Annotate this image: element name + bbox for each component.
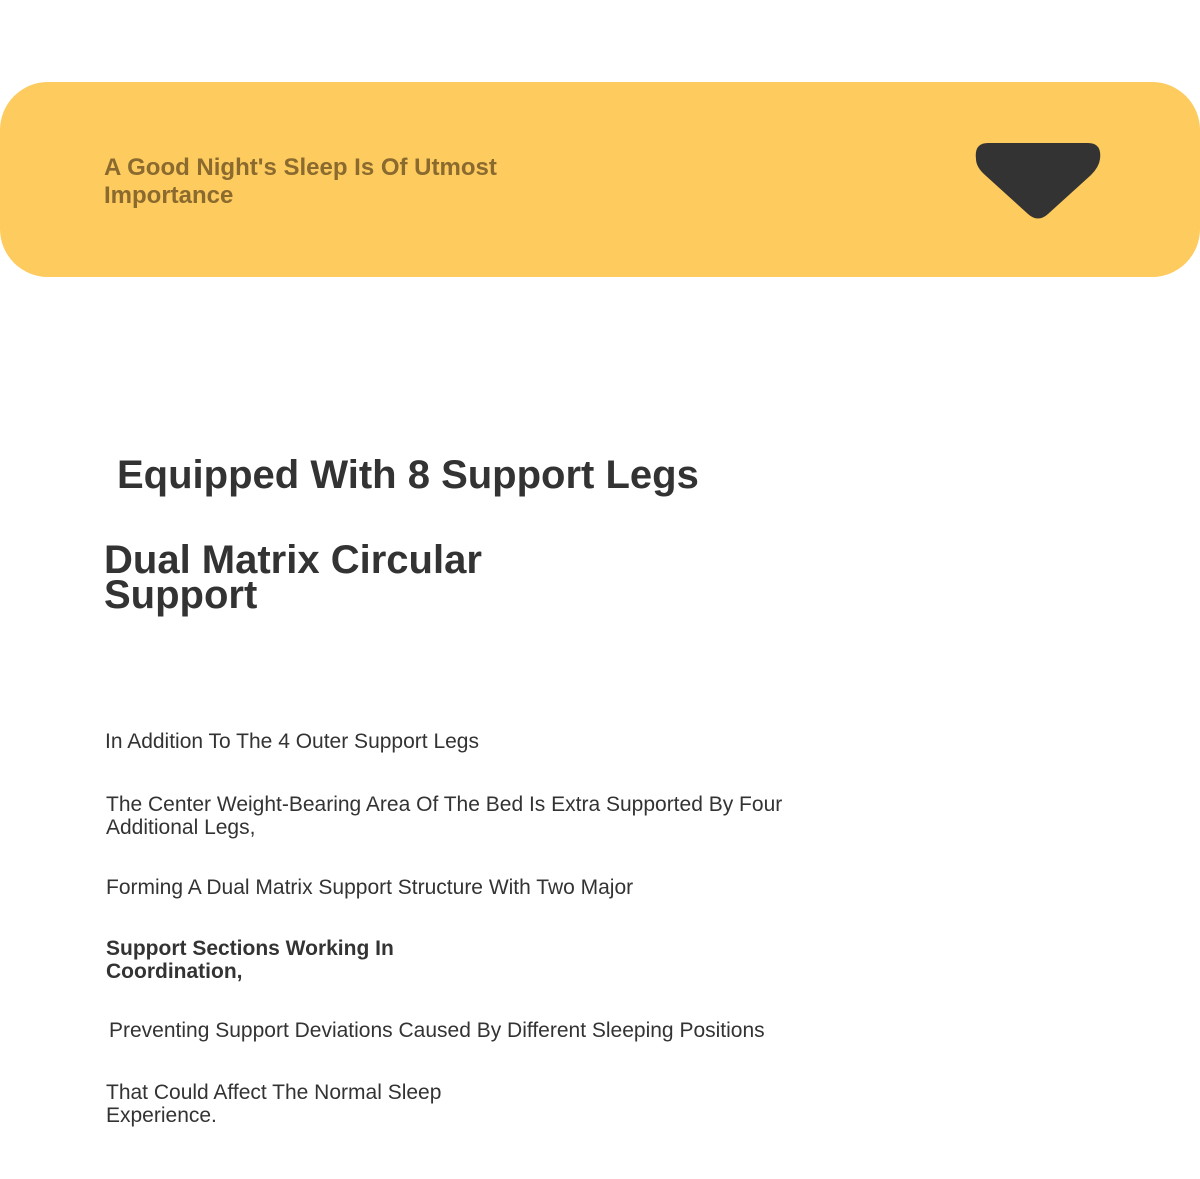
paragraph-center-support: The Center Weight-Bearing Area Of The Bed Is Extra Supported By Four Additional Legs,	[106, 793, 783, 839]
paragraph-sleep-experience: That Could Affect The Normal Sleep Experience.	[106, 1081, 442, 1127]
paragraph-dual-matrix: Forming A Dual Matrix Support Structure With Two Major	[106, 876, 634, 899]
chevron-down-icon[interactable]	[974, 141, 1102, 220]
section-heading: Equipped With 8 Support Legs	[117, 453, 699, 497]
banner-title: A Good Night's Sleep Is Of Utmost Importance	[104, 154, 497, 209]
paragraph-prevent-deviation: Preventing Support Deviations Caused By Different Sleeping Positions	[109, 1019, 765, 1042]
paragraph-support-sections: Support Sections Working In Coordination,	[106, 937, 394, 983]
section-subheading: Dual Matrix Circular Support	[104, 538, 482, 617]
paragraph-outer-legs: In Addition To The 4 Outer Support Legs	[105, 730, 479, 753]
